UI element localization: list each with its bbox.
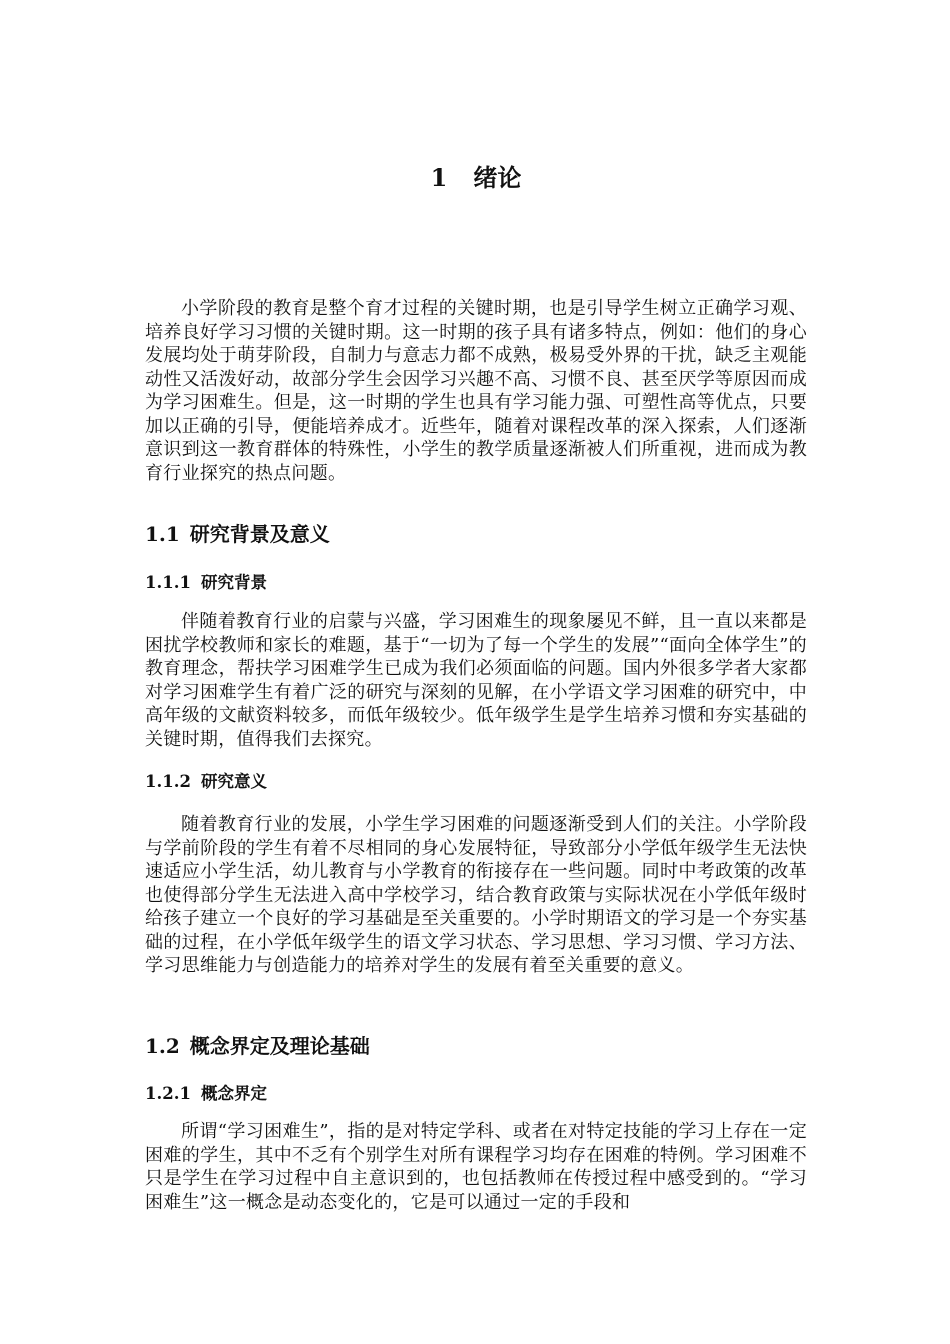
chapter-heading <box>145 160 807 196</box>
significance-section <box>145 813 807 978</box>
chapter-title: 绪论 <box>473 163 522 192</box>
significance-paragraph: 随着教育行业的发展，小学生学习困难的问题逐渐受到人们的关注。小学阶段与学前阶段的学生有着不尽相同的身心发展特征，导致部分小学低年级学生无法快速适应小学生活，幼儿教育与小学教育的衔接存在一些问题。同时中考政策的改革也使得部分学生无法进入高中学校学习，结合教育政策与实际状况在小学低年级时给孩子建立一个良好的学习基础是至关重要的。小学时期语文的学习是一个夯实基础的过程，在小学低年级学生的语文学习状态、学习思想、学习习惯、学习方法、学习思维能力与创造能力的培养对学生的发展有着至关重要的意义。 <box>145 814 807 976</box>
subsection-title: 研究背景 <box>200 573 267 592</box>
subsection-title: 概念界定 <box>200 1084 267 1103</box>
chapter-number: 1 <box>430 163 448 192</box>
subsection-number: 1.2.1 <box>145 1084 191 1103</box>
intro-section <box>145 297 807 485</box>
definition-paragraph: 所谓“学习困难生”，指的是对特定学科、或者在对特定技能的学习上存在一定困难的学生，其中不乏有个别学生对所有课程学习均存在困难的特例。学习困难不只是学生在学习过程中自主意识到的，也包括教师在传授过程中感受到的。“学习困难生”这一概念是动态变化的，它是可以通过一定的手段和 <box>145 1121 807 1213</box>
subsection-heading-1-1-2 <box>145 770 267 794</box>
section-title: 研究背景及意义 <box>189 522 330 546</box>
section-number: 1.2 <box>145 1034 180 1058</box>
subsection-heading-1-1-1 <box>145 571 267 595</box>
background-section <box>145 610 807 751</box>
subsection-number: 1.1.1 <box>145 573 191 592</box>
intro-paragraph: 小学阶段的教育是整个育才过程的关键时期，也是引导学生树立正确学习观、培养良好学习习惯的关键时期。这一时期的孩子具有诸多特点，例如：他们的身心发展均处于萌芽阶段，自制力与意志力都不成熟，极易受外界的干扰，缺乏主观能动性又活泼好动，故部分学生会因学习兴趣不高、习惯不良、甚至厌学等原因而成为学习困难生。但是，这一时期的学生也具有学习能力强、可塑性高等优点，只要加以正确的引导，便能培养成才。近些年，随着对课程改革的深入探索，人们逐渐意识到这一教育群体的特殊性，小学生的教学质量逐渐被人们所重视，进而成为教育行业探究的热点问题。 <box>145 298 807 484</box>
definition-section <box>145 1120 807 1214</box>
section-number: 1.1 <box>145 522 180 546</box>
subsection-heading-1-2-1 <box>145 1082 267 1106</box>
section-title: 概念界定及理论基础 <box>189 1034 370 1058</box>
section-heading-1-2 <box>145 1032 370 1060</box>
background-paragraph: 伴随着教育行业的启蒙与兴盛，学习困难生的现象屡见不鲜，且一直以来都是困扰学校教师和家长的难题，基于“一切为了每一个学生的发展”“面向全体学生”的教育理念，帮扶学习困难学生已成为我们必须面临的问题。国内外很多学者大家都对学习困难学生有着广泛的研究与深刻的见解，在小学语文学习困难的研究中，中高年级的文献资料较多，而低年级较少。低年级学生是学生培养习惯和夯实基础的关键时期，值得我们去探究。 <box>145 611 807 750</box>
subsection-number: 1.1.2 <box>145 772 191 791</box>
section-heading-1-1 <box>145 520 330 548</box>
subsection-title: 研究意义 <box>200 772 267 791</box>
